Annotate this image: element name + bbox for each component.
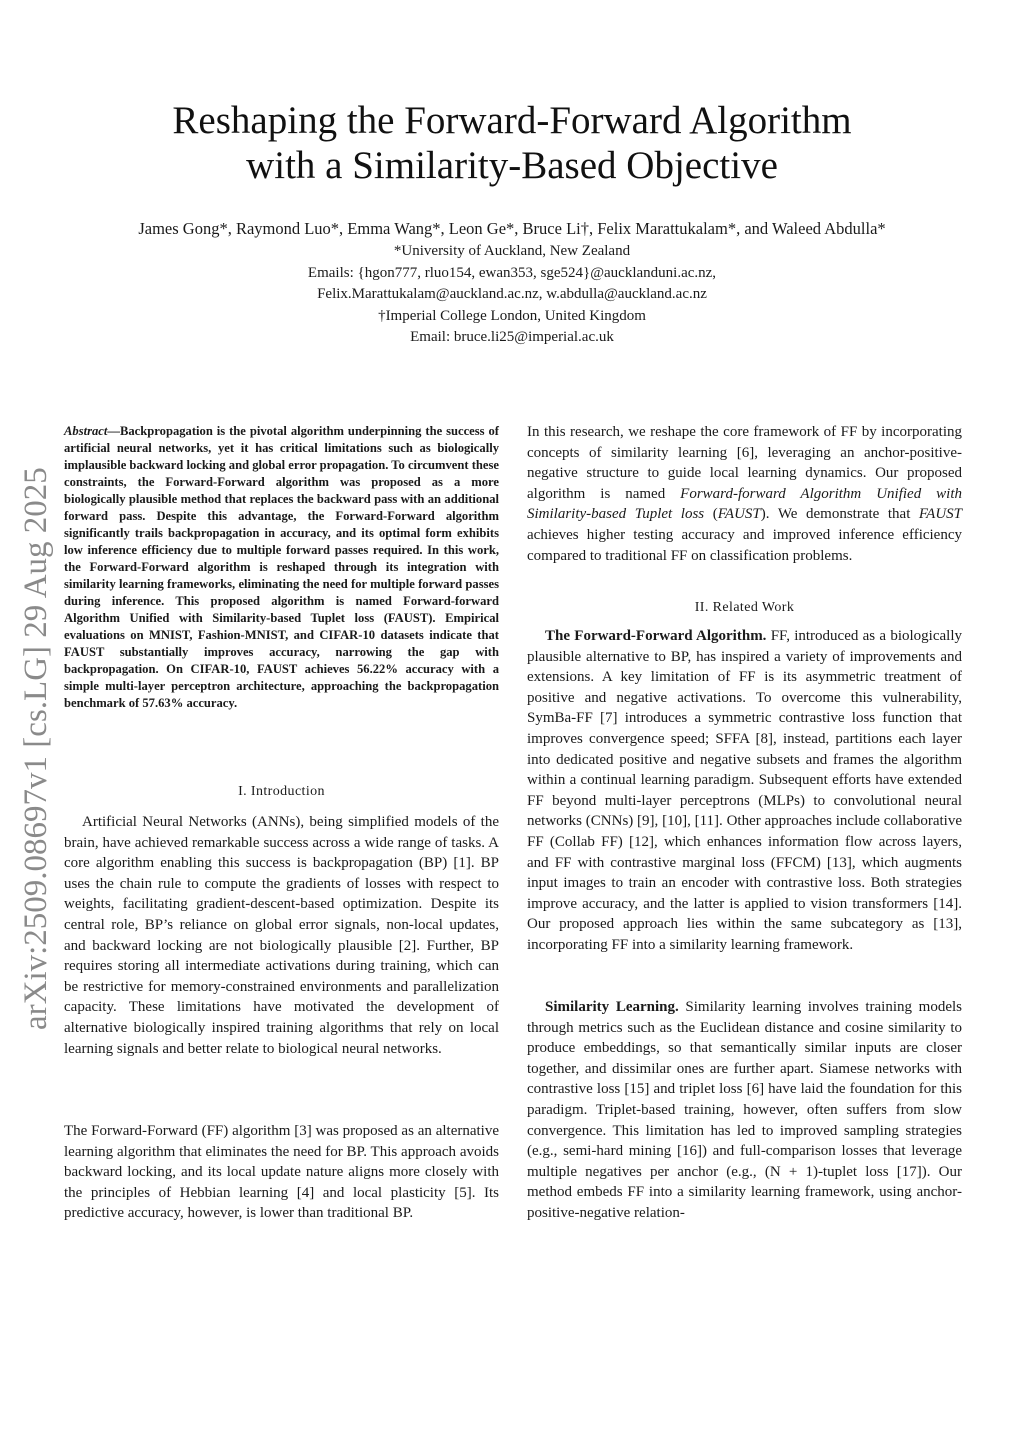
related-paragraph-ff [527, 626, 962, 956]
paper-title-line-1: Reshaping the Forward-Forward Algorithm [172, 99, 852, 142]
intro-paragraph-1: Artificial Neural Networks (ANNs), being simplified models of the brain, have achieved remarkable success across a wide range of tasks. A core algorithm enabling this success is backpropagation (BP) [1]. BP uses the chain rule to compute the gradients of losses with respect to weights, facilitating gradient-descent-based optimization. Despite its central role, BP’s reliance on global error signals, non-local updates, and backward locking are not biologically plausible [2]. Further, BP requires storing all intermediate activations during training, which can be restrictive for memory-constrained environments and parallelization capacity. These limitations have motivated the development of alternative biologically inspired training algorithms that rely on local learning signals and better relate to biological neural networks. [64, 814, 499, 1057]
intro-p3-text-d: achieves higher testing accuracy and improved inference efficiency compared to traditional FF on classification problems. [527, 526, 962, 564]
affiliations [0, 241, 1024, 349]
paper-title [0, 98, 1024, 188]
abstract [64, 423, 499, 712]
abstract-label: Abstract [64, 424, 108, 438]
intro-p3-text-b: ( [704, 506, 718, 523]
intro-p3-text-a: In this research, we reshape the core framework of FF by incorporating concepts of similarity learning [6], leveraging an anchor-positive-negative structure to guide local learning dynamics. Our proposed algorithm is named [527, 424, 962, 502]
affiliation-line-2: Emails: {hgon777, rluo154, ewan353, sge524}@aucklanduni.ac.nz, [307, 264, 717, 281]
intro-p3-acronym-1: FAUST [717, 506, 761, 523]
related-ff-text: FF, introduced as a biologically plausible alternative to BP, has inspired a variety of improvements and extensions. A key limitation of FF is its asymmetric treatment of positive and negative activations. To overcome this vulnerability, SymBa-FF [7] introduces a symmetric contrastive loss function that improves convergence speed; SFFA [8], instead, partitions each layer into dedicated positive and negative subsets and frames the algorithm within a continual learning paradigm. Subsequent efforts have extended FF beyond multi-layer perceptrons (MLPs) to convolutional neural networks (CNNs) [9], [10], [11]. Other approaches include collaborative FF (Collab FF) [12], which enhances information flow across layers, and FF with contrastive marginal loss (FFCM) [13], which augments input images to train an encoder with contrastive loss. Both strategies improve accuracy, and the latter is applied to vision transformers [14]. Our proposed approach lies within the same subcategory as [13], incorporating FF into a similarity learning framework. [527, 628, 962, 953]
affiliation-line-5: Email: bruce.li25@imperial.ac.uk [410, 329, 614, 345]
intro-p3-text-c: ). We demonstrate that [760, 506, 919, 523]
related-ff-run-head: The Forward-Forward Algorithm. [545, 628, 767, 644]
intro-paragraph-3 [527, 422, 962, 566]
intro-p3-acronym-2: FAUST [918, 506, 962, 523]
abstract-text: —Backpropagation is the pivotal algorithm underpinning the success of artificial neural networks, yet it has critical limitations such as biologically implausible backward locking and global error propagation. To circumvent these constraints, the Forward-Forward algorithm was proposed as a more biologically plausible method that replaces the backward pass with an additional forward pass. Despite this advantage, the Forward-Forward algorithm significantly trails backpropagation in accuracy, and its optimal form exhibits low inference efficiency due to multiple forward passes required. In this work, the Forward-Forward algorithm is reshaped through its integration with similarity learning frameworks, eliminating the need for multiple forward passes during inference. This proposed algorithm is named Forward-forward Algorithm Unified with Similarity-based Tuplet loss (FAUST). Empirical evaluations on MNIST, Fashion-MNIST, and CIFAR-10 datasets indicate that FAUST substantially improves accuracy, narrowing the gap with backpropagation. On CIFAR-10, FAUST achieves 56.22% accuracy with a simple multi-layer perceptron architecture, approaching the backpropagation benchmark of 57.63% accuracy. [64, 424, 499, 710]
affiliation-line-3: Felix.Marattukalam@auckland.ac.nz, w.abdulla@auckland.ac.nz [317, 286, 707, 302]
paper-title-line-2: with a Similarity-Based Objective [246, 144, 778, 187]
arxiv-identifier: arXiv:2509.08697v1 [cs.LG] 29 Aug 2025 [18, 467, 54, 1030]
intro-p3-algorithm-name: Forward-forward Algorithm Unified with Similarity-based Tuplet loss [527, 485, 962, 523]
affiliation-line-4: †Imperial College London, United Kingdom [378, 307, 646, 324]
related-similarity-text: Similarity learning involves training models through metrics such as the Euclidean distance and cosine similarity to produce embeddings, so that semantically similar inputs are closer together, and dissimilar ones are further apart. Siamese networks with contrastive loss [15] and triplet loss [6] have laid the foundation for this paradigm. Triplet-based training, however, often suffers from slow convergence. This limitation has led to improved sampling strategies (e.g., semi-hard mining [16]) and full-comparison losses that leverage multiple negatives per anchor (e.g., (N + 1)-tuplet loss [17]). Our method embeds FF into a similarity learning framework, using anchor-positive-negative relation- [527, 999, 962, 1221]
author-list: James Gong*, Raymond Luo*, Emma Wang*, Leon Ge*, Bruce Li†, Felix Marattukalam*, and Waleed Abdulla* [138, 219, 886, 238]
section-heading-introduction: I. Introduction [238, 784, 325, 799]
intro-paragraph-2: The Forward-Forward (FF) algorithm [3] was proposed as an alternative learning algorithm that eliminates the need for BP. This approach avoids backward locking, and its local update nature aligns more closely with the principles of Hebbian learning [4] and local plasticity [5]. Its predictive accuracy, however, is lower than traditional BP. [64, 1123, 499, 1222]
affiliation-line-1: *University of Auckland, New Zealand [393, 243, 631, 259]
related-paragraph-similarity [527, 997, 962, 1224]
section-heading-related-work: II. Related Work [694, 600, 795, 615]
related-similarity-run-head: Similarity Learning. [545, 999, 679, 1015]
